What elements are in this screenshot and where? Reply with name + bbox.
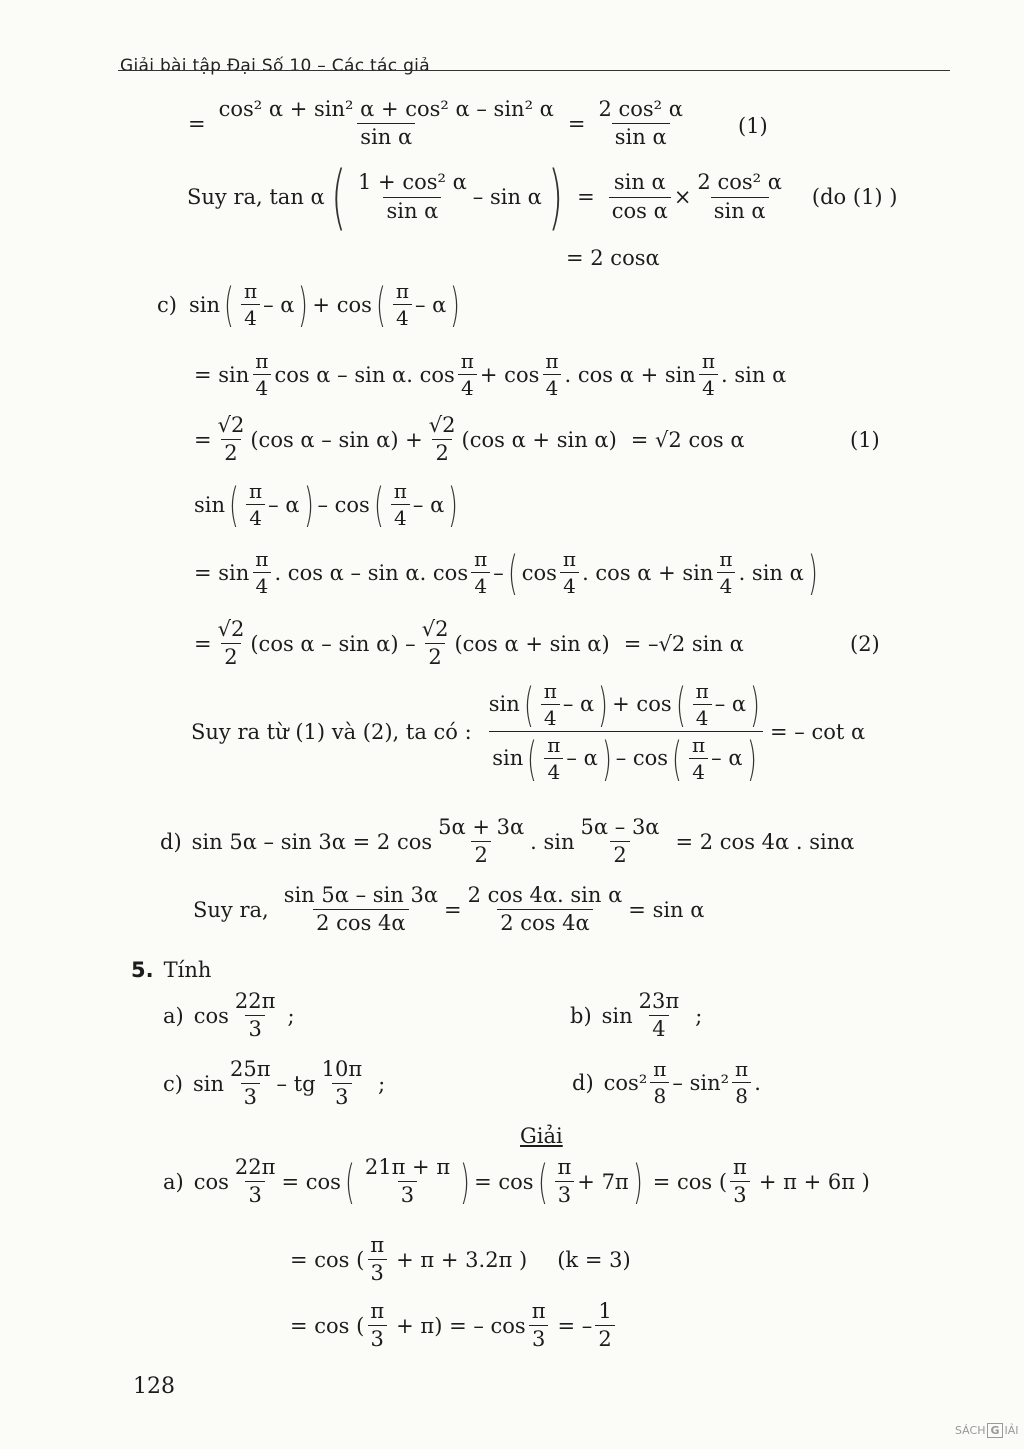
- header-rule: [118, 70, 950, 71]
- numerator: π: [255, 349, 269, 373]
- denominator: 4: [689, 758, 708, 783]
- term: = cos (: [290, 1247, 365, 1272]
- term: (cos α + sin α): [461, 427, 617, 452]
- fraction: [730, 1156, 750, 1207]
- fraction: [732, 1058, 751, 1107]
- denominator: 4: [458, 374, 477, 399]
- term: = cos: [474, 1169, 534, 1194]
- fraction: [319, 1058, 366, 1109]
- big-fraction: [486, 677, 767, 786]
- denominator: 4: [560, 572, 579, 597]
- fraction: [252, 350, 271, 399]
- numerator: π: [735, 1057, 749, 1081]
- fraction: [232, 990, 279, 1041]
- fraction: [578, 816, 663, 867]
- fraction: [246, 480, 265, 529]
- denominator: 8: [650, 1082, 669, 1107]
- fraction: [391, 480, 410, 529]
- fraction: [554, 1156, 574, 1207]
- term: = cos: [281, 1169, 341, 1194]
- func: sin: [488, 691, 520, 716]
- result: = 2 cos 4α . sinα: [675, 829, 855, 854]
- term: = cos (: [652, 1169, 728, 1194]
- denominator: 2: [471, 841, 490, 867]
- equals-sign: =: [567, 111, 586, 136]
- func: cos²: [603, 1070, 648, 1095]
- denominator: sin α: [711, 197, 769, 223]
- denominator: 3: [332, 1083, 351, 1109]
- denominator: 4: [246, 504, 265, 529]
- fraction: [355, 171, 470, 222]
- func: – sin²: [672, 1070, 730, 1095]
- denominator: 8: [732, 1082, 751, 1107]
- part-c-line-3: [194, 414, 745, 465]
- term: = cos (: [290, 1313, 365, 1338]
- exercise-5-title: [131, 958, 211, 982]
- numerator: π: [692, 733, 706, 757]
- part-d-line-2: [193, 884, 704, 935]
- fraction: [458, 350, 477, 399]
- fraction: [435, 816, 527, 867]
- part-label: b): [570, 1003, 592, 1028]
- fraction: [281, 884, 441, 935]
- part-c-line-5: = sin $\frac{\pi}{4}$ . cos α – sin α. cos $\frac{\pi}{4}$ – ( cos $\frac{\pi}{4}$ . cos α + sin $\frac{\pi}{4}$ . sin α ): [194, 545, 818, 600]
- term: (cos α – sin α) +: [250, 427, 423, 452]
- numerator: π: [255, 547, 269, 571]
- term: – α: [714, 691, 747, 716]
- page-number: 128: [133, 1374, 175, 1399]
- term: – sin α: [472, 185, 542, 209]
- numerator: π: [733, 1155, 747, 1179]
- denominator: 4: [241, 304, 260, 329]
- numerator: π: [243, 279, 258, 303]
- term: sin 5α – sin 3α = 2 cos: [191, 829, 433, 854]
- fraction: [694, 171, 785, 222]
- equals-sign: =: [194, 427, 212, 452]
- numerator: √2: [217, 617, 245, 641]
- term: – α: [711, 745, 743, 770]
- denominator: 4: [544, 758, 563, 783]
- denominator: 2 cos 4α: [313, 909, 408, 935]
- numerator: π: [653, 1057, 667, 1081]
- func: cos: [193, 1003, 229, 1028]
- part-label: d): [572, 1070, 594, 1095]
- part-label: a): [163, 1003, 184, 1028]
- fraction: [636, 990, 683, 1041]
- numerator: π: [370, 1299, 385, 1323]
- result: = √2 cos α: [630, 427, 745, 452]
- numerator: π: [695, 679, 709, 703]
- equals-sign: =: [188, 111, 206, 136]
- fraction: [529, 1300, 549, 1351]
- part-label: c): [157, 292, 177, 317]
- denominator: 4: [393, 304, 412, 329]
- numerator: π: [719, 547, 733, 571]
- denominator: 4: [471, 572, 490, 597]
- denominator: 4: [649, 1015, 668, 1041]
- func: sin: [601, 1003, 633, 1028]
- result: = 2 cosα: [566, 246, 660, 270]
- term: . cos α – sin α. cos: [274, 560, 469, 585]
- denominator: 4: [543, 374, 562, 399]
- exercise-number: 5.: [131, 958, 154, 982]
- exercise-title: Tính: [163, 958, 212, 982]
- part-label: c): [163, 1071, 183, 1096]
- term: –: [493, 560, 504, 585]
- equals-sign: =: [577, 185, 595, 209]
- numerator: 2 cos² α: [697, 170, 782, 195]
- term: . cos α + sin: [564, 362, 696, 387]
- fraction: [595, 1300, 614, 1351]
- solution-a-line-2: [290, 1234, 631, 1285]
- question-a: [163, 990, 295, 1041]
- term: = –: [557, 1313, 593, 1338]
- numerator: √2: [217, 413, 245, 437]
- punct: ;: [378, 1071, 386, 1096]
- numerator: 1: [598, 1299, 612, 1323]
- fraction: [426, 414, 459, 465]
- part-c-line-2: [194, 350, 786, 399]
- term: (cos α + sin α): [454, 631, 610, 656]
- numerator: π: [557, 1155, 572, 1179]
- denominator: 3: [245, 1015, 264, 1041]
- numerator: π: [547, 733, 561, 757]
- numerator: √2: [421, 617, 449, 641]
- numerator: π: [460, 349, 474, 373]
- fraction: [215, 618, 248, 669]
- func: sin: [492, 745, 524, 770]
- denominator: 3: [245, 1181, 264, 1207]
- denominator: 3: [241, 1083, 260, 1109]
- fraction: [650, 1058, 669, 1107]
- equation-tag: (1): [738, 114, 768, 138]
- term: . cos α + sin: [582, 560, 714, 585]
- term: – α: [268, 492, 300, 517]
- numerator: π: [531, 1299, 546, 1323]
- func: sin: [188, 292, 220, 317]
- term: – α: [414, 292, 447, 317]
- term: + 7π: [577, 1169, 629, 1194]
- fraction: [595, 98, 686, 149]
- eq-line-1: [188, 98, 689, 149]
- numerator: cos² α + sin² α + cos² α – sin² α: [218, 97, 554, 121]
- numerator: π: [395, 279, 409, 303]
- term: = sin: [194, 560, 250, 585]
- func: – tg: [276, 1071, 316, 1096]
- solution-heading: Giải: [520, 1124, 563, 1148]
- numerator: π: [474, 547, 488, 571]
- lead-text: Suy ra từ (1) và (2), ta có :: [191, 719, 472, 744]
- denominator: 3: [368, 1259, 387, 1285]
- numerator: π: [248, 479, 263, 503]
- denominator: sin α: [357, 123, 415, 149]
- func: cos: [193, 1169, 229, 1194]
- term: . sin: [530, 829, 575, 854]
- solution-a-line-3: [290, 1300, 618, 1351]
- note: (k = 3): [557, 1247, 631, 1272]
- question-d: [572, 1058, 761, 1107]
- numerator: sin 5α – sin 3α: [283, 883, 439, 907]
- punct: ;: [695, 1003, 703, 1028]
- numerator: π: [543, 679, 557, 703]
- eq-line-3: [566, 246, 660, 270]
- equation-tag: (do (1) ): [811, 185, 898, 209]
- term: + cos: [479, 362, 540, 387]
- denominator: 3: [529, 1325, 548, 1351]
- term: + π + 6π ): [758, 1169, 870, 1194]
- fraction: [471, 548, 490, 597]
- denominator: 2: [221, 439, 240, 465]
- fraction: [689, 734, 708, 783]
- numerator: 2 cos 4α. sin α: [467, 883, 623, 907]
- func: + cos: [612, 691, 672, 716]
- fraction: [716, 548, 735, 597]
- numerator: sin ( $\frac{\pi}{4}$ – α ) + cos ( $\frac{\pi}{4}$ – α ): [488, 677, 760, 732]
- term: – α: [412, 492, 445, 517]
- numerator: 1 + cos² α: [358, 170, 467, 195]
- denominator: cos α: [609, 197, 671, 223]
- watermark-text: IẢI: [1004, 1424, 1019, 1437]
- denominator: 4: [253, 572, 272, 597]
- watermark-box: G: [987, 1423, 1002, 1438]
- denominator: 2: [221, 643, 240, 669]
- part-d-line-1: [160, 816, 854, 867]
- watermark-logo: [955, 1423, 1019, 1438]
- fraction: [693, 680, 712, 729]
- func: – cos: [317, 492, 370, 517]
- fraction: [542, 350, 561, 399]
- fraction: [560, 548, 579, 597]
- fraction: [216, 98, 557, 149]
- numerator: 23π: [638, 989, 680, 1013]
- fraction: [367, 1300, 387, 1351]
- fraction: [541, 680, 560, 729]
- term: + π + 3.2π ): [396, 1247, 528, 1272]
- punct: ;: [287, 1003, 295, 1028]
- denominator: sin α: [383, 197, 441, 223]
- numerator: 22π: [234, 1155, 276, 1179]
- part-c-line-6: [194, 618, 744, 669]
- denominator: 2 cos 4α: [497, 909, 592, 935]
- denominator: 2: [425, 643, 444, 669]
- numerator: 22π: [234, 989, 276, 1013]
- fraction: [215, 414, 248, 465]
- denominator: 2: [595, 1325, 614, 1351]
- denominator: sin ( $\frac{\pi}{4}$ – α ) – cos ( $\frac{\pi}{4}$ – α ): [489, 731, 763, 783]
- part-c-line-7: [191, 677, 866, 786]
- numerator: sin α: [613, 170, 666, 195]
- denominator: 4: [391, 504, 410, 529]
- denominator: 2: [610, 841, 629, 867]
- term: . sin α: [721, 362, 787, 387]
- func: sin: [194, 492, 226, 517]
- denominator: 4: [541, 704, 560, 729]
- result: = – cot α: [770, 719, 866, 744]
- term: cos: [521, 560, 557, 585]
- fraction: [699, 350, 718, 399]
- watermark-text: SÁCH: [955, 1424, 986, 1437]
- fraction: [419, 618, 452, 669]
- denominator: 3: [398, 1181, 417, 1207]
- numerator: π: [370, 1233, 385, 1257]
- fraction: [232, 1156, 279, 1207]
- numerator: √2: [428, 413, 456, 437]
- result: = –√2 sin α: [623, 631, 744, 656]
- numerator: 5α – 3α: [580, 815, 660, 839]
- func: sin: [192, 1071, 224, 1096]
- equals-sign: =: [444, 897, 462, 922]
- func: – cos: [615, 745, 669, 770]
- term: – α: [263, 292, 295, 317]
- lead-text: Suy ra, tan α: [187, 185, 325, 209]
- numerator: π: [545, 349, 559, 373]
- question-c: [163, 1058, 385, 1109]
- fraction: [465, 884, 626, 935]
- numerator: π: [701, 349, 716, 373]
- part-c-line-4: sin ( $\frac{\pi}{4}$ – α ) – cos ( $\frac{\pi}{4}$ – α ): [194, 477, 459, 532]
- denominator: 3: [555, 1181, 574, 1207]
- numerator: 21π + π: [364, 1155, 451, 1179]
- fraction: [609, 171, 671, 222]
- fraction: [367, 1234, 387, 1285]
- denominator: 4: [699, 374, 718, 399]
- times-sign: ×: [673, 185, 692, 209]
- page-header: Giải bài tập Đại Số 10 – Các tác giả: [120, 56, 430, 76]
- equals-sign: =: [194, 631, 212, 656]
- numerator: 25π: [230, 1057, 271, 1081]
- term: = sin: [194, 362, 250, 387]
- term: – α: [562, 691, 595, 716]
- fraction: [241, 280, 260, 329]
- denominator: 4: [253, 374, 272, 399]
- numerator: π: [562, 547, 577, 571]
- denominator: 3: [368, 1325, 387, 1351]
- part-c-line-1: c) sin ( $\frac{\pi}{4}$ – α ) + cos ( $\frac{\pi}{4}$ – α ): [157, 277, 461, 332]
- fraction: [393, 280, 412, 329]
- question-b: [570, 990, 702, 1041]
- result: = sin α: [628, 897, 705, 922]
- fraction: [227, 1058, 274, 1109]
- lead-text: Suy ra,: [193, 897, 269, 922]
- fraction: [252, 548, 271, 597]
- numerator: 2 cos² α: [598, 97, 683, 121]
- fraction: [544, 734, 563, 783]
- denominator: 2: [432, 439, 451, 465]
- func: + cos: [312, 292, 372, 317]
- part-label: d): [160, 829, 182, 854]
- eq-line-2: Suy ra, tan α ( $\frac{\text{1 + cos² α}}{\text{sin α}}$ – sin α ) = $\frac{\text{sin α}}{\text{cos α}}$ × $\frac{\text{2 cos² α}}{\text{sin α}}$ (do (1) ): [187, 156, 898, 238]
- term: . sin α: [738, 560, 804, 585]
- equation-tag: (1): [850, 428, 880, 452]
- denominator: 4: [693, 704, 712, 729]
- numerator: 5α + 3α: [438, 815, 525, 839]
- term: (cos α – sin α) –: [250, 631, 416, 656]
- denominator: sin α: [612, 123, 670, 149]
- punct: .: [754, 1070, 761, 1095]
- numerator: 10π: [321, 1057, 363, 1081]
- equation-tag: (2): [850, 632, 880, 656]
- numerator: π: [393, 479, 407, 503]
- solution-a-line-1: a) cos $\frac{22\pi}{3}$ = cos ( $\frac{21\pi + \pi}{3}$ ) = cos ( $\frac{\pi}{3}$ + 7π ) = cos ( $\frac{\pi}{3}$ + π + 6π ): [163, 1154, 870, 1209]
- fraction: [362, 1156, 453, 1207]
- denominator: 3: [730, 1181, 749, 1207]
- term: + π) = – cos: [396, 1313, 526, 1338]
- denominator: 4: [717, 572, 736, 597]
- term: cos α – sin α. cos: [274, 362, 455, 387]
- term: – α: [566, 745, 598, 770]
- part-label: a): [163, 1169, 184, 1194]
